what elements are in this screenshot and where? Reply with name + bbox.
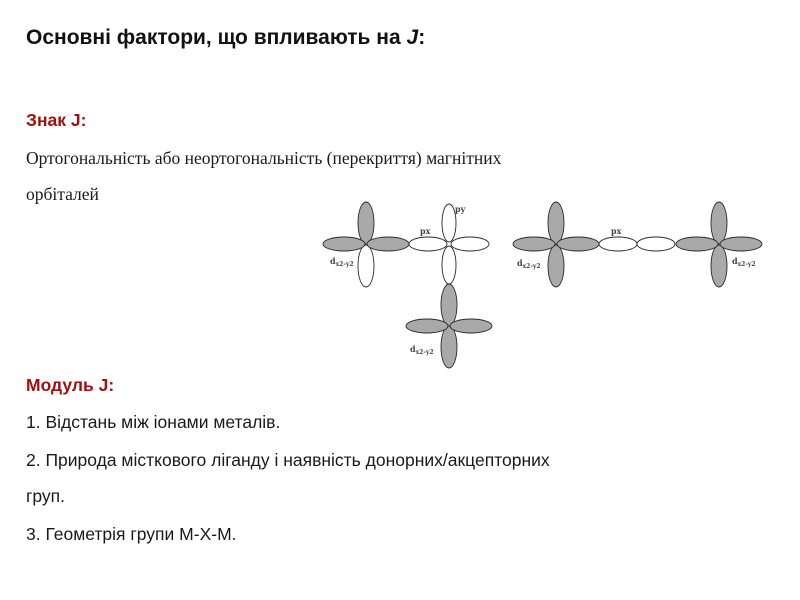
label-d-left-2: $d_{x2-y2}$ bbox=[410, 344, 434, 356]
p-orbital-px-right bbox=[599, 237, 675, 251]
modulus-item-3: 3. Геометрія групи М-Х-М. bbox=[26, 524, 237, 544]
d-orbital-left-1 bbox=[323, 202, 409, 287]
sign-text-line1: Ортогональність або неортогональність (перекриття) магнітних bbox=[26, 148, 502, 168]
modulus-heading: Модуль J: bbox=[26, 375, 115, 395]
sign-heading: Знак J: bbox=[26, 110, 87, 130]
modulus-item-2-line2: груп. bbox=[26, 486, 66, 506]
d-orbital-right-1 bbox=[513, 202, 599, 287]
label-px-right: px bbox=[611, 226, 622, 236]
label-py-left: py bbox=[455, 204, 466, 214]
label-d-left-1: $d_{x2-y2}$ bbox=[330, 256, 354, 268]
title-variable: J bbox=[406, 26, 419, 49]
modulus-item-1: 1. Відстань між іонами металів. bbox=[26, 412, 281, 432]
label-d-right-2: $d_{x2-y2}$ bbox=[732, 256, 756, 268]
p-orbital-px-left bbox=[409, 237, 447, 251]
p-orbital-py-left bbox=[442, 204, 489, 284]
label-px-left: px bbox=[420, 226, 431, 236]
d-orbital-right-2 bbox=[676, 202, 762, 287]
page-title: Основні фактори, що впливають на J: bbox=[26, 26, 426, 49]
sign-text-line2: орбіталей bbox=[26, 184, 99, 204]
label-d-right-1: $d_{x2-y2}$ bbox=[517, 258, 541, 270]
modulus-item-2-line1: 2. Природа місткового ліганду і наявність донорних/акцепторних bbox=[26, 450, 550, 470]
